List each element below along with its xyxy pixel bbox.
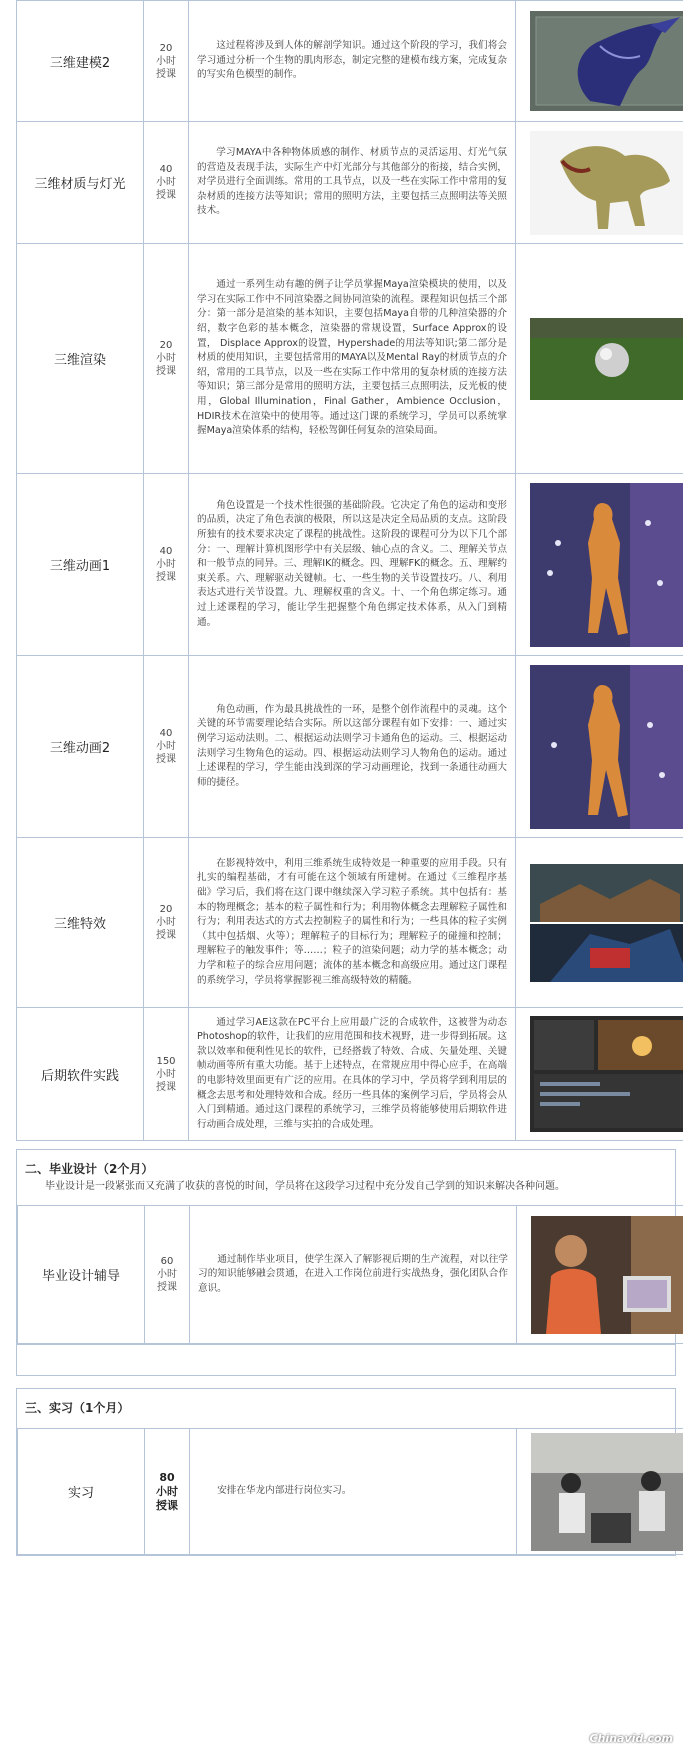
table-row	[17, 1008, 683, 1141]
course-image-cell	[516, 1008, 683, 1141]
creature-wireframe-image	[530, 11, 683, 111]
course-hours: 20 小时 授课	[144, 838, 189, 1008]
course-name: 三维渲染	[17, 244, 144, 474]
table-row	[17, 122, 683, 244]
dinosaur-render-image	[530, 131, 683, 235]
course-image-cell	[516, 656, 683, 838]
course-description: 在影视特效中，利用三维系统生成特效是一种重要的应用手段。只有扎实的编程基础，才有可能在这个领域有所建树。在通过《三维程序基础》学习后，我们将在这门课中继续深入学习粒子系统。其中包括有：基本的物理概念；基本的粒子属性和行为；利用物体概念去理解粒子属性和行为；利用表达式的方式去控制粒子的属性和行为；一些具体的粒子实例（其中包括烟、火等）；理解粒子的目标行为；理解粒子的碰撞和控制；理解粒子的触发事件；等……；粒子的渲染问题；动力学的基本概念；动力学和粒子的综合应用问题；流体的基本概念和高级应用。通过这门课程的系统学习，学员将掌握影视三维高级特效的精髓。	[189, 838, 516, 1008]
graduation-table	[17, 1205, 683, 1344]
course-hours: 40 小时 授课	[144, 122, 189, 244]
internship-table	[17, 1428, 683, 1555]
vfx-robot-image	[530, 864, 683, 982]
course-description: 角色动画，作为最具挑战性的一环，是整个创作流程中的灵魂。这个关键的环节需要理论结合实际。所以这部分课程有如下安排：一、通过实例学习运动法则。二、根据运动法则学习卡通角色的运动。三、根据运动法则学习生物角色的运动。四、根据运动法则学习人物角色的运动。通过上述课程的学习，学生能由浅到深的学习动画理论，找到一条通往动画大师的捷径。	[189, 656, 516, 838]
course-name: 三维材质与灯光	[17, 122, 144, 244]
course-name: 三维动画1	[17, 474, 144, 656]
course-table	[16, 0, 683, 1141]
character-animation-image	[530, 665, 683, 829]
character-rig-image	[530, 483, 683, 647]
table-row	[17, 838, 683, 1008]
course-description: 通过一系列生动有趣的例子让学员掌握Maya渲染模块的使用，以及学习在实际工作中不同渲染器之间协同渲染的流程。课程知识包括三个部分：第一部分是渲染的基本知识，主要包括Maya自带的几种渲染器的介绍，数字色彩的基本概念，渲染器的常规设置，Surface Approx的设置， Displace Approx的设置，Hypershade的用法等知识;第二部分是材质的使用知识，主要包括常用的MAYA以及Mental Ray的材质节点的介绍，常用的工具节点，以及一些在实际工作中常用的复杂材质的连接方法等知识；第三部分是常用的照明方法，主要包括三点照明法，反光板的使用，Global Illumination，Final Gather，Ambience Occlusion，HDIR技术在渲染中的使用等。通过这门课的系统学习，学员可以系统掌握Maya渲染体系的结构，轻松驾御任何复杂的渲染局面。	[189, 244, 516, 474]
blank-row	[17, 1344, 675, 1375]
course-hours: 80 小时 授课	[145, 1429, 190, 1555]
after-effects-interface-image	[530, 1016, 683, 1132]
course-name: 毕业设计辅导	[18, 1206, 145, 1344]
table-row	[17, 1, 683, 122]
watermark: Chinavid.com	[589, 1732, 673, 1745]
internship-section	[16, 1388, 676, 1556]
graduation-design-section	[16, 1149, 676, 1376]
table-row	[18, 1206, 683, 1344]
course-description: 安排在华龙内部进行岗位实习。	[190, 1429, 517, 1555]
course-hours: 20 小时 授课	[144, 244, 189, 474]
course-name: 三维建模2	[17, 1, 144, 122]
course-image-cell	[516, 838, 683, 1008]
course-image-cell	[517, 1206, 683, 1344]
course-description: 通过学习AE这款在PC平台上应用最广泛的合成软件，这被誉为动态Photoshop的软件，让我们的应用范围和技术视野，进一步得到拓展。这款以效率和便利性见长的软件，已经搭载了特效、合成、矢量处理、关键帧动画等所有重大功能。基于上述特点，在常规应用中得心应手，在高端的电影特效里面更有广泛的应用。在具体的学习中，学员将学到利用层的概念去思考和处理特效和合成。经历一些具体的案例学习后，学员将会从入门到精通。通过这门课程的系统学习，三维学员将能够使用后期软件进行动画合成处理，三维与实拍的合成处理。	[189, 1008, 516, 1141]
students-at-computer-image	[531, 1216, 683, 1334]
course-image-cell	[516, 1, 683, 122]
course-description: 通过制作毕业项目，使学生深入了解影视后期的生产流程，对以往学习的知识能够融会贯通，在进入工作岗位前进行实战热身，强化团队合作意识。	[190, 1206, 517, 1344]
section-title: 三、实习（1个月）	[25, 1401, 130, 1415]
section-intro: 毕业设计是一段紧张而又充满了收获的喜悦的时间，学员将在这段学习过程中充分发自己学到的知识来解决各种问题。	[45, 1181, 565, 1192]
course-hours: 150 小时 授课	[144, 1008, 189, 1141]
table-row	[17, 474, 683, 656]
course-image-cell	[516, 244, 683, 474]
course-description: 这过程将涉及到人体的解剖学知识。通过这个阶段的学习，我们将会学习通过分析一个生物的肌肉形态，制定完整的建模布线方案，完成复杂的写实角色模型的制作。	[189, 1, 516, 122]
section-title: 二、毕业设计（2个月）	[25, 1162, 154, 1176]
course-name: 三维特效	[17, 838, 144, 1008]
course-hours: 20 小时 授课	[144, 1, 189, 122]
course-name: 后期软件实践	[17, 1008, 144, 1141]
course-name: 实习	[18, 1429, 145, 1555]
course-image-cell	[516, 122, 683, 244]
course-name: 三维动画2	[17, 656, 144, 838]
course-hours: 40 小时 授课	[144, 656, 189, 838]
table-row	[18, 1429, 683, 1555]
table-row	[17, 244, 683, 474]
classroom-photo-image	[531, 1433, 683, 1551]
course-hours: 60 小时 授课	[145, 1206, 190, 1344]
table-row	[17, 656, 683, 838]
course-description: 学习MAYA中各种物体质感的制作、材质节点的灵活运用、灯光气氛的营造及表现手法，实际生产中灯光部分与其他部分的衔接，结合实例，对学员进行全面训练。常用的工具节点，以及一些在实际工作中常用的复杂材质的连接方法等知识；常用的照明方法，主要包括三点照明法等关照技术。	[189, 122, 516, 244]
course-description: 角色设置是一个技术性很强的基础阶段。它决定了角色的运动和变形的品质，决定了角色表演的极限，所以这是决定全局品质的支点。这阶段所独有的技术要求决定了课程的挑战性。这阶段的课程可分为以下几个部分：一、理解计算机图形学中有关层级、轴心点的含义。二、理解关节点和一般节点的同异。三、理解IK的概念。四、理解FK的概念。五、理解约束关系。六、理解驱动关键帧。七、一些生物的关节设置技巧。八、利用表达式进行关节设置。九、理解权重的含义。十、一个角色绑定练习。通过上述课程的学习，能让学生把握整个角色绑定技术体系，从入门到精通。	[189, 474, 516, 656]
course-image-cell	[516, 474, 683, 656]
course-image-cell	[517, 1429, 683, 1555]
grass-sphere-render-image	[530, 318, 683, 400]
course-hours: 40 小时 授课	[144, 474, 189, 656]
